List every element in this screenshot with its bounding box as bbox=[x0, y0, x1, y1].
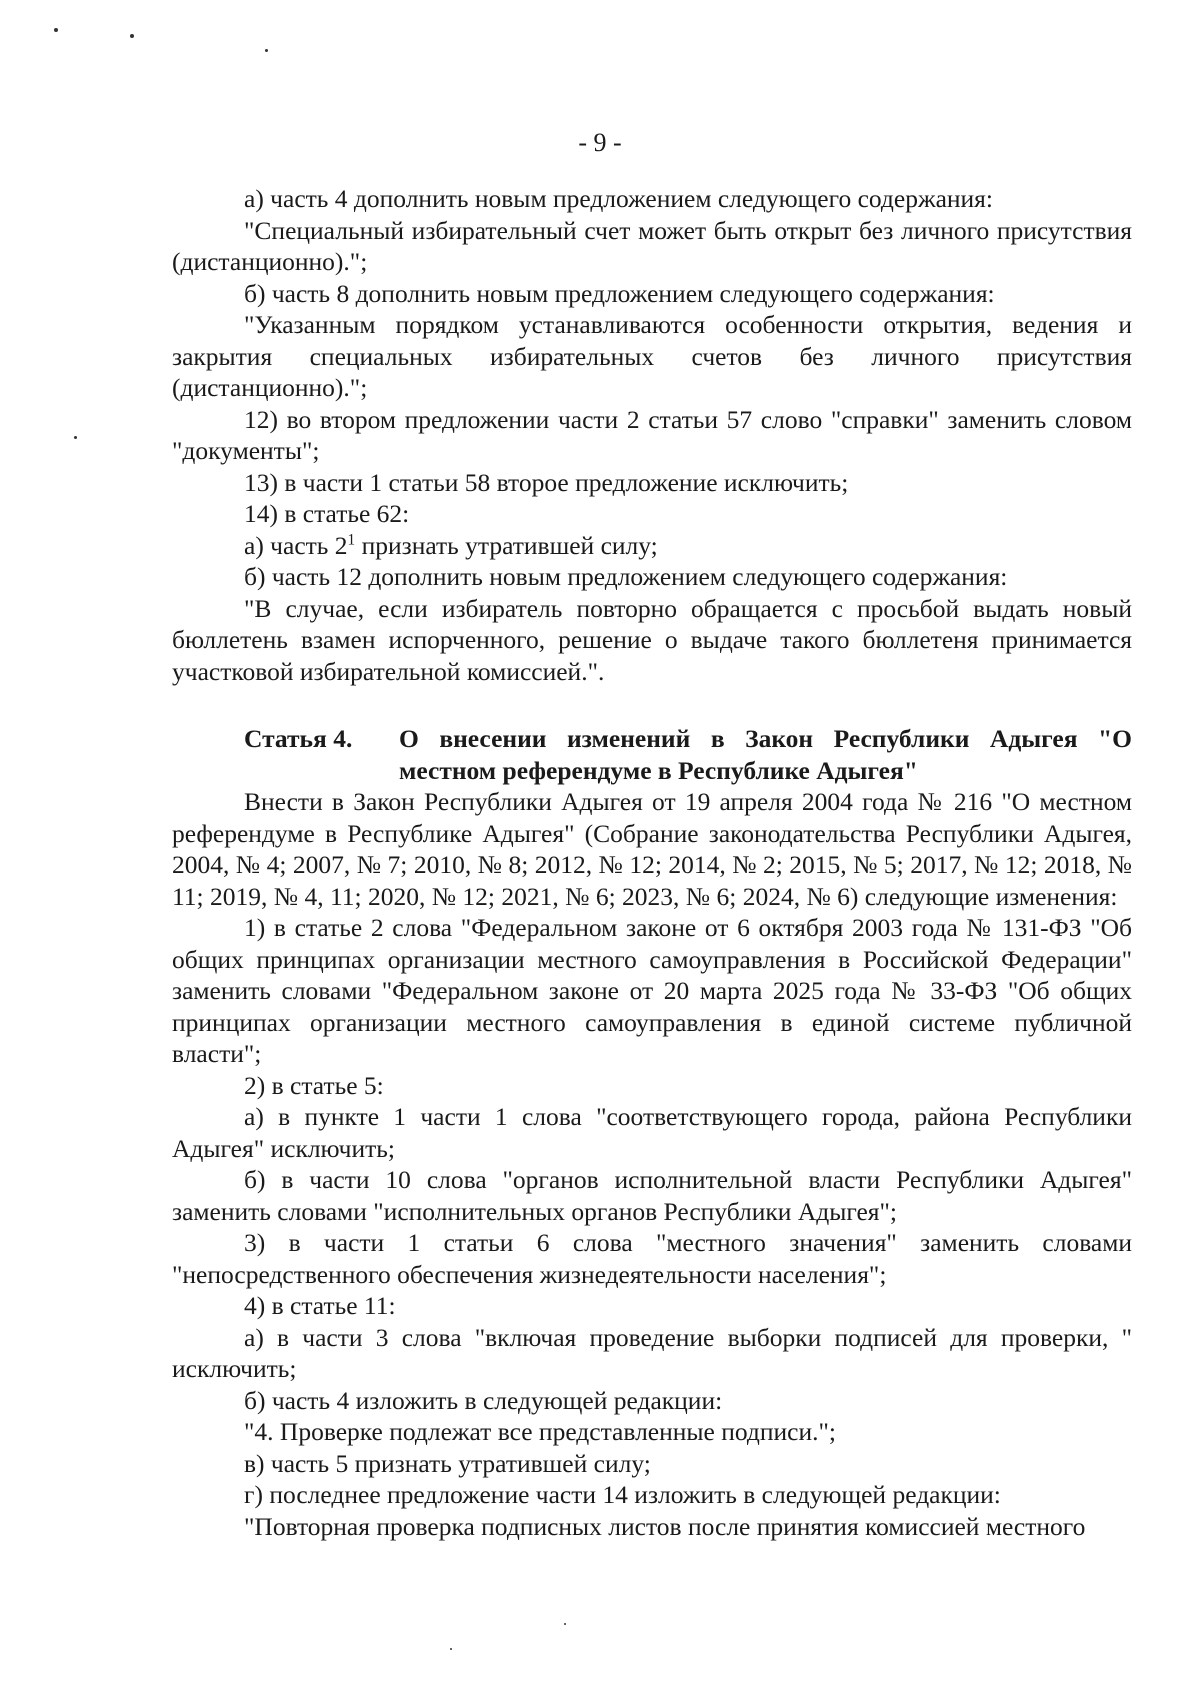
page-number: - 9 - bbox=[578, 128, 622, 157]
paragraph: Внести в Закон Республики Адыгея от 19 апреля 2004 года № 216 "О местном референдуме в Республике Адыгея" (Собрание законодательства Республики Адыгея, 2004, № 4; 2007, № 7; 2010, № 8; 2012, № 12; 2014, № 2; 2015, № 5; 2017, № 12; 2018, № 11; 2019, № 4, 11; 2020, № 12; 2021, № 6; 2023, № 6; 2024, № 6) следующие изменения: bbox=[172, 787, 1132, 911]
paragraph-text: а) часть 2 bbox=[244, 530, 348, 560]
scan-speck bbox=[564, 1623, 566, 1625]
paragraph: в) часть 5 признать утратившей силу; bbox=[244, 1448, 651, 1478]
scan-speck bbox=[130, 34, 134, 38]
paragraph: "Повторная проверка подписных листов после принятия комиссией местного bbox=[244, 1511, 1086, 1541]
paragraph: а) часть 4 дополнить новым предложением следующего содержания: bbox=[244, 184, 993, 213]
article-label: Статья 4. bbox=[244, 724, 353, 753]
article-title: О внесении изменений в Закон Республики Адыгея "О местном референдуме в Республике Адыгея" bbox=[399, 724, 1132, 785]
paragraph: 12) во втором предложении части 2 статьи 57 слово "справки" заменить словом "документы"; bbox=[172, 404, 1132, 465]
article-heading bbox=[172, 723, 1132, 786]
paragraph: 4) в статье 11: bbox=[244, 1291, 396, 1320]
paragraph bbox=[172, 530, 1132, 562]
superscript: 1 bbox=[347, 531, 356, 548]
paragraph: б) часть 8 дополнить новым предложением следующего содержания: bbox=[244, 278, 995, 308]
paragraph: б) часть 12 дополнить новым предложением следующего содержания: bbox=[244, 562, 1008, 591]
paragraph: 13) в части 1 статьи 58 второе предложение исключить; bbox=[244, 467, 849, 497]
paragraph-text: признать утратившей силу; bbox=[355, 530, 658, 560]
paragraph: 14) в статье 62: bbox=[244, 499, 410, 528]
paragraph: 1) в статье 2 слова "Федеральном законе от 6 октября 2003 года № 131-ФЗ "Об общих принципах организации местного самоуправления в Российской Федерации" заменить словами "Федеральном законе от 20 марта 2025 года № 33-ФЗ "Об общих принципах организации местного самоуправления в единой системе публичной власти"; bbox=[172, 913, 1132, 1068]
paragraph: 2) в статье 5: bbox=[244, 1070, 384, 1100]
paragraph: "Специальный избирательный счет может быть открыт без личного присутствия (дистанционно)."; bbox=[172, 215, 1132, 276]
scan-speck bbox=[265, 49, 268, 52]
paragraph: г) последнее предложение части 14 изложить в следующей редакции: bbox=[244, 1480, 1001, 1509]
paragraph: а) в пункте 1 части 1 слова "соответствующего города, района Республики Адыгея" исключить; bbox=[172, 1102, 1132, 1163]
paragraph: "4. Проверке подлежат все представленные подписи."; bbox=[244, 1417, 836, 1446]
document-body bbox=[172, 183, 1132, 1542]
paragraph: 3) в части 1 статьи 6 слова "местного значения" заменить словами "непосредственного обеспечения жизнедеятельности населения"; bbox=[172, 1228, 1132, 1289]
paragraph: "В случае, если избиратель повторно обращается с просьбой выдать новый бюллетень взамен испорченного, решение о выдаче такого бюллетеня принимается участковой избирательной комиссией.". bbox=[172, 593, 1132, 686]
paragraph: б) в части 10 слова "органов исполнительной власти Республики Адыгея" заменить словами "исполнительных органов Республики Адыгея"; bbox=[172, 1165, 1132, 1226]
scan-speck bbox=[74, 436, 77, 439]
paragraph: а) в части 3 слова "включая проведение выборки подписей для проверки, " исключить; bbox=[172, 1322, 1132, 1383]
paragraph: б) часть 4 изложить в следующей редакции: bbox=[244, 1385, 723, 1415]
scan-speck bbox=[450, 1648, 452, 1650]
scan-speck bbox=[54, 28, 58, 32]
paragraph: "Указанным порядком устанавливаются особенности открытия, ведения и закрытия специальных избирательных счетов без личного присутствия (дистанционно)."; bbox=[172, 310, 1132, 402]
